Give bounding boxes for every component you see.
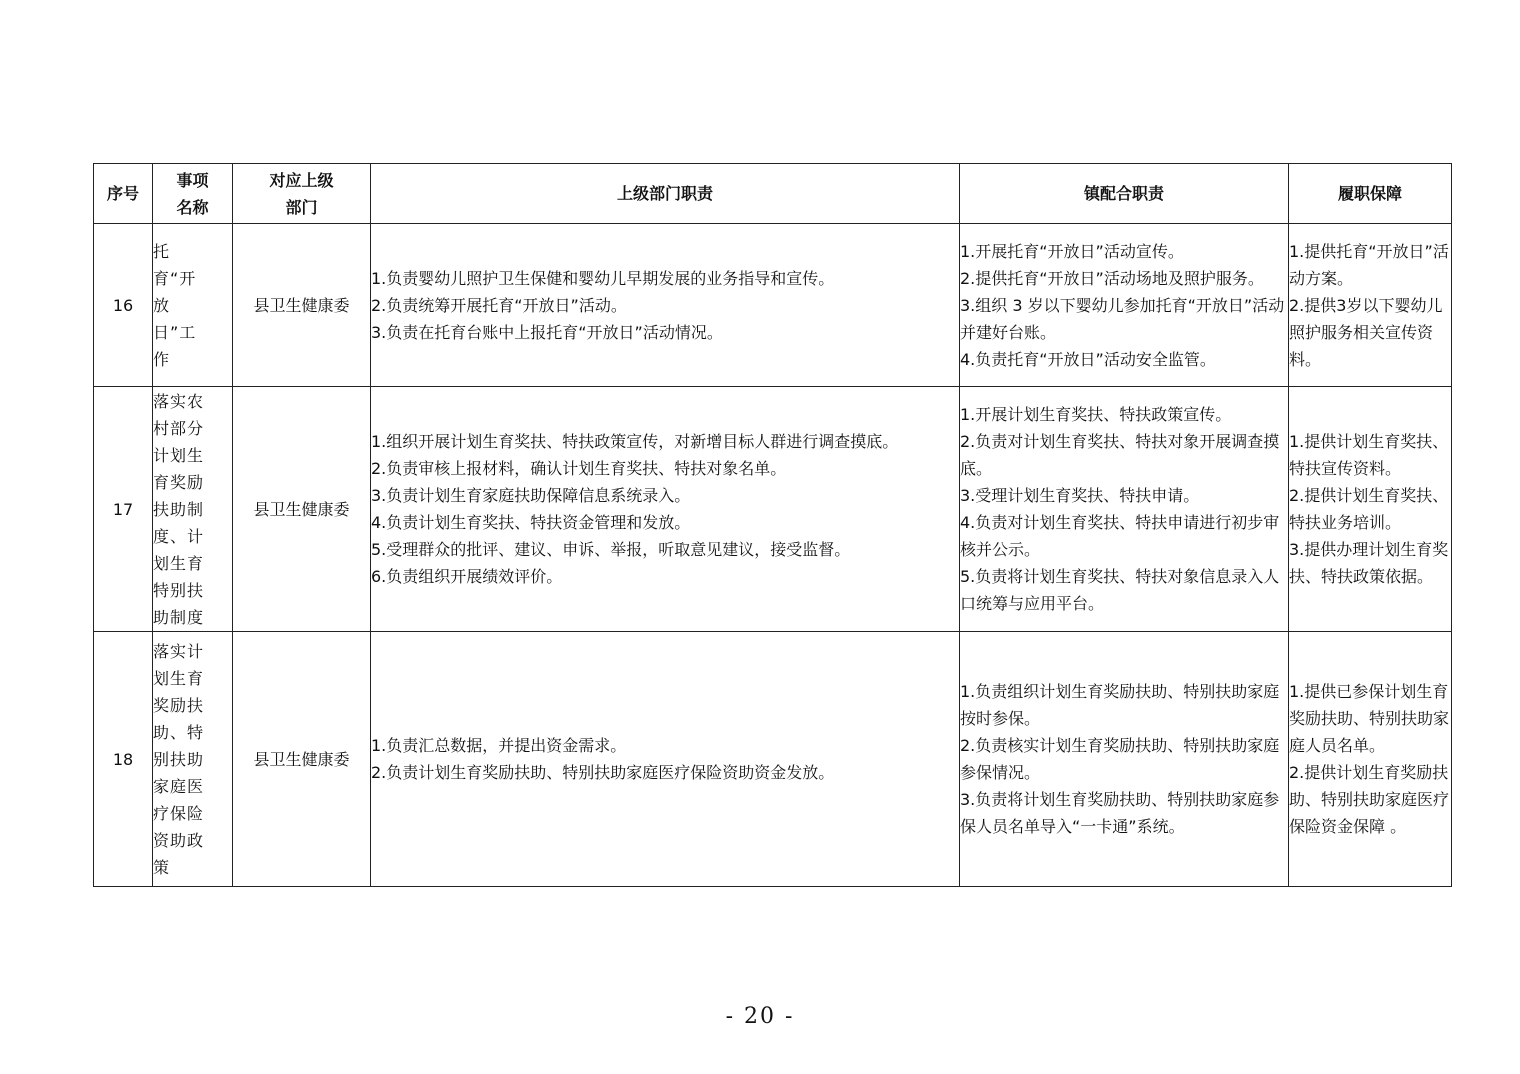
- header-guarantee: 履职保障: [1289, 164, 1452, 224]
- upper-duty-item: 2.负责计划生育奖励扶助、特别扶助家庭医疗保险资助资金发放。: [371, 763, 835, 782]
- header-dept-line: 部门: [285, 197, 318, 217]
- town-duty-item: 1.开展计划生育奖扶、特扶政策宣传。: [960, 405, 1232, 424]
- header-upper-duty: 上级部门职责: [371, 164, 960, 224]
- town-duty-item: 2.负责对计划生育奖扶、特扶对象开展调查摸底。: [960, 432, 1280, 478]
- upper-duty-item: 1.组织开展计划生育奖扶、特扶政策宣传，对新增目标人群进行调查摸底。: [371, 432, 899, 451]
- town-duty-item: 4.负责托育“开放日”活动安全监管。: [960, 349, 1216, 369]
- upper-duty-item: 4.负责计划生育奖扶、特扶资金管理和发放。: [371, 513, 691, 532]
- town-duty-item: 2.负责核实计划生育奖励扶助、特别扶助家庭参保情况。: [960, 736, 1280, 782]
- row-guarantee: [1289, 387, 1452, 632]
- town-duty-item: 4.负责对计划生育奖扶、特扶申请进行初步审核并公示。: [960, 513, 1280, 559]
- header-town-duty: 镇配合职责: [960, 164, 1289, 224]
- row-guarantee: [1289, 224, 1452, 387]
- guarantee-item: 2.提供计划生育奖励扶助、特别扶助家庭医疗保险资金保障 。: [1289, 763, 1450, 836]
- row-guarantee: [1289, 632, 1452, 887]
- upper-duty-item: 3.负责在托育台账中上报托育“开放日”活动情况。: [371, 322, 723, 342]
- row-town-duty: [960, 632, 1289, 887]
- town-duty-item: 1.负责组织计划生育奖励扶助、特别扶助家庭按时参保。: [960, 682, 1280, 728]
- row-upper-duty: [371, 387, 960, 632]
- town-duty-item: 2.提供托育“开放日”活动场地及照护服务。: [960, 268, 1264, 288]
- row-dept: 县卫生健康委: [233, 632, 371, 887]
- header-dept-line: 对应上级: [269, 170, 334, 190]
- guarantee-item: 1.提供已参保计划生育奖励扶助、特别扶助家庭人员名单。: [1289, 682, 1450, 755]
- row-name: [153, 387, 233, 632]
- upper-duty-item: 1.负责婴幼儿照护卫生保健和婴幼儿早期发展的业务指导和宣传。: [371, 268, 835, 288]
- header-no: 序号: [94, 164, 153, 224]
- upper-duty-item: 5.受理群众的批评、建议、申诉、举报，听取意见建议，接受监督。: [371, 540, 851, 559]
- row-dept: 县卫生健康委: [233, 387, 371, 632]
- upper-duty-item: 3.负责计划生育家庭扶助保障信息系统录入。: [371, 486, 691, 505]
- header-name: [153, 164, 233, 224]
- header-name-line: 名称: [176, 197, 209, 217]
- town-duty-item: 3.受理计划生育奖扶、特扶申请。: [960, 486, 1200, 505]
- upper-duty-item: 2.负责统筹开展托育“开放日”活动。: [371, 295, 627, 315]
- row-upper-duty: [371, 632, 960, 887]
- upper-duty-item: 6.负责组织开展绩效评价。: [371, 567, 563, 586]
- row-no: 16: [94, 224, 153, 387]
- upper-duty-item: 2.负责审核上报材料，确认计划生育奖扶、特扶对象名单。: [371, 459, 787, 478]
- guarantee-item: 1.提供托育“开放日”活动方案。: [1289, 241, 1449, 288]
- header-name-line: 事项: [176, 170, 209, 190]
- row-name-text: 落实农村部分计划生育奖励扶助制度、计划生育特别扶助制度: [153, 391, 205, 627]
- row-name: [153, 632, 233, 887]
- row-name-text: 落实计划生育奖励扶助、特别扶助家庭医疗保险资助政策: [153, 641, 205, 877]
- upper-duty-item: 1.负责汇总数据，并提出资金需求。: [371, 736, 627, 755]
- row-town-duty: [960, 224, 1289, 387]
- row-town-duty: [960, 387, 1289, 632]
- table-row: [94, 224, 1452, 387]
- town-duty-item: 3.负责将计划生育奖励扶助、特别扶助家庭参保人员名单导入“一卡通”系统。: [960, 790, 1280, 836]
- row-no: 17: [94, 387, 153, 632]
- row-name: [153, 224, 233, 387]
- guarantee-item: 3.提供办理计划生育奖扶、特扶政策依据。: [1289, 540, 1449, 586]
- row-dept: 县卫生健康委: [233, 224, 371, 387]
- header-dept: [233, 164, 371, 224]
- table-row: [94, 632, 1452, 887]
- town-duty-item: 3.组织 3 岁以下婴幼儿参加托育“开放日”活动并建好台账。: [960, 295, 1285, 342]
- town-duty-item: 1.开展托育“开放日”活动宣传。: [960, 241, 1184, 261]
- table-row: [94, 387, 1452, 632]
- row-upper-duty: [371, 224, 960, 387]
- guarantee-item: 2.提供计划生育奖扶、特扶业务培训。: [1289, 486, 1449, 532]
- guarantee-item: 2.提供3岁以下婴幼儿照护服务相关宣传资料。: [1289, 295, 1443, 369]
- row-name-text: 托育“开放日”工作: [153, 241, 197, 369]
- duty-table: [93, 163, 1452, 887]
- town-duty-item: 5.负责将计划生育奖扶、特扶对象信息录入人口统筹与应用平台。: [960, 567, 1280, 613]
- row-no: 18: [94, 632, 153, 887]
- guarantee-item: 1.提供计划生育奖扶、特扶宣传资料。: [1289, 432, 1449, 478]
- table-header-row: [94, 164, 1452, 224]
- page-number: - 20 -: [725, 1004, 795, 1029]
